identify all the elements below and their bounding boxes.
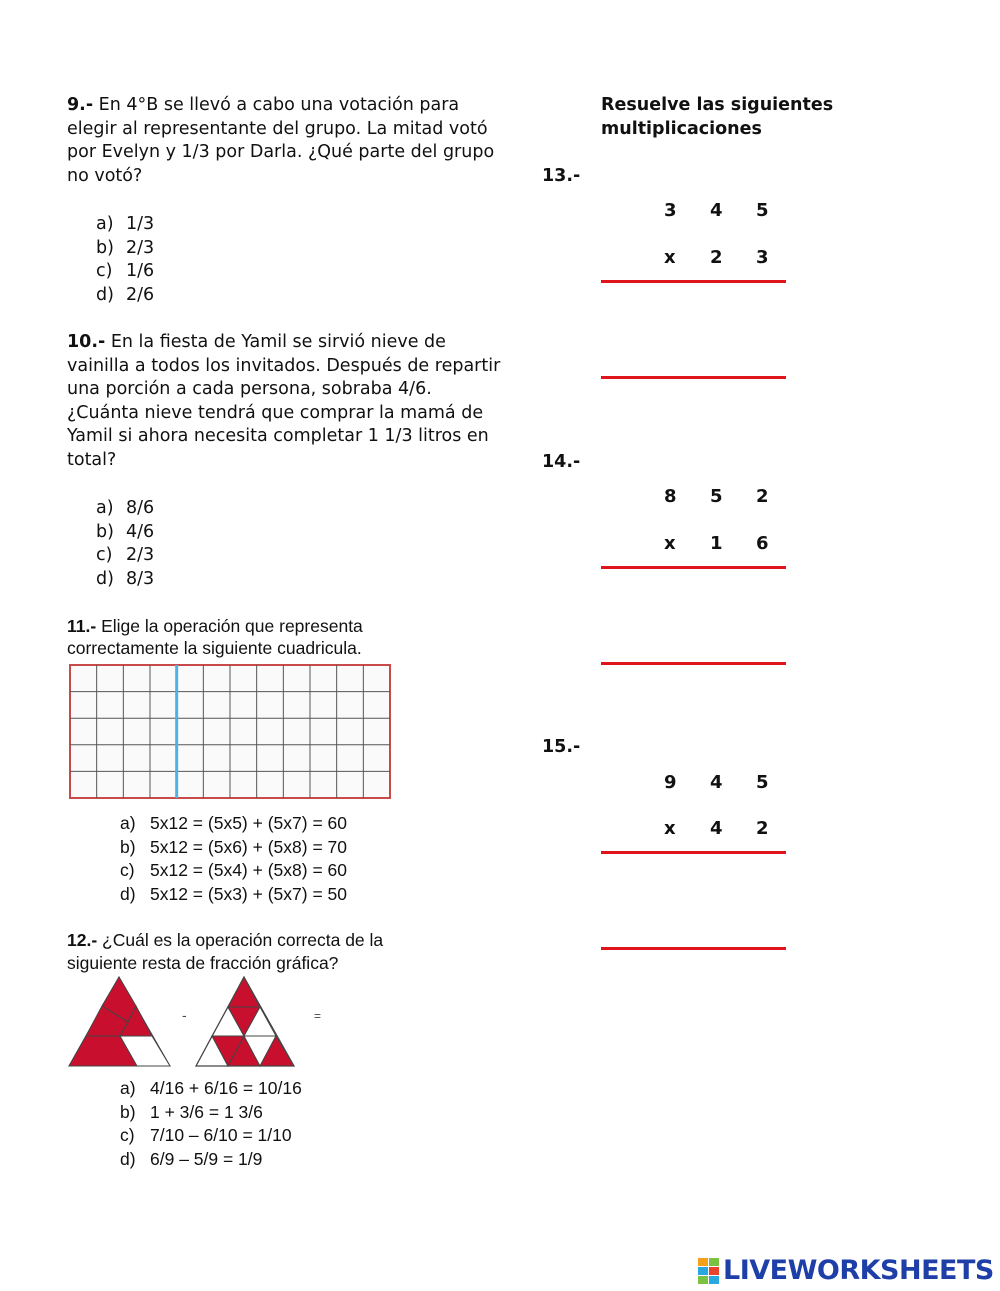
- problem-15-top-d1: 9: [664, 772, 677, 793]
- problem-15-bottom-d2: 2: [756, 818, 769, 839]
- problem-15-top-d3: 5: [756, 772, 769, 793]
- q10-option-c[interactable]: c) 2/3: [96, 545, 155, 565]
- problem-14-answer-line[interactable]: [601, 662, 786, 665]
- q12-option-d[interactable]: d) 6/9 – 5/9 = 1/9: [120, 1148, 263, 1169]
- multiplication-grid: [69, 664, 393, 802]
- q11-option-b[interactable]: b) 5x12 = (5x6) + (5x8) = 70: [120, 836, 347, 857]
- fraction-triangles: [66, 974, 336, 1070]
- problem-15-top-d2: 4: [710, 772, 723, 793]
- problem-14-bottom-d2: 6: [756, 533, 769, 554]
- question-9-statement: En 4°B se llevó a cabo una votación para elegir al representante del grupo. La mitad votó por Evelyn y 1/3 por Darla. ¿Qué parte del grupo no votó?: [67, 95, 495, 186]
- logo-text: LIVEWORKSHEETS: [723, 1255, 994, 1286]
- question-12-statement: ¿Cuál es la operación correcta de la siguiente resta de fracción gráfica?: [67, 930, 384, 973]
- problem-13-top-d3: 5: [756, 200, 769, 221]
- liveworksheets-logo: [697, 1255, 994, 1286]
- problem-14-top-d3: 2: [756, 486, 769, 507]
- problem-14-top-d1: 8: [664, 486, 677, 507]
- problem-15-number: 15.-: [542, 737, 581, 757]
- problem-14-times: x: [664, 533, 676, 554]
- q11-option-d[interactable]: d) 5x12 = (5x3) + (5x7) = 50: [120, 883, 347, 904]
- q10-option-b[interactable]: b) 4/6: [96, 521, 155, 542]
- q9-option-d[interactable]: d) 2/6: [96, 284, 155, 305]
- problem-13-times: x: [664, 247, 676, 268]
- problem-14-top-d2: 5: [710, 486, 723, 507]
- problem-14-number: 14.-: [542, 452, 581, 472]
- problem-13-top-d2: 4: [710, 200, 723, 221]
- question-10-statement: En la fiesta de Yamil se sirvió nieve de vainilla a todos los invitados. Después de repartir una porción a cada persona, sobraba 4/6. ¿Cuánta nieve tendrá que comprar la mamá de Yamil si ahora necesita completar 1 1/3 litros en total?: [67, 332, 501, 470]
- problem-15-times: x: [664, 818, 676, 839]
- q10-option-a[interactable]: a) 8/6: [96, 498, 155, 518]
- equals-sign: =: [314, 1009, 322, 1023]
- triangle-left: [69, 977, 170, 1066]
- question-10-options: [96, 497, 154, 591]
- q12-option-a[interactable]: a) 4/16 + 6/16 = 10/16: [120, 1078, 302, 1098]
- multiplication-heading: Resuelve las siguientes multiplicaciones: [601, 95, 834, 139]
- q9-option-b[interactable]: b) 2/3: [96, 237, 155, 258]
- problem-13-line-1: [601, 280, 786, 283]
- question-10-text: [67, 331, 502, 472]
- q12-option-c[interactable]: c) 7/10 – 6/10 = 1/10: [120, 1125, 292, 1145]
- logo-blocks-icon: [697, 1257, 721, 1285]
- problem-13-top-d1: 3: [664, 200, 677, 221]
- problem-15-line-1: [601, 851, 786, 854]
- question-9-number: 9.-: [67, 95, 94, 115]
- problem-15-answer-line[interactable]: [601, 947, 786, 950]
- question-12-number: 12.-: [67, 930, 98, 950]
- q11-option-a[interactable]: a) 5x12 = (5x5) + (5x7) = 60: [120, 813, 347, 833]
- question-9-text: [67, 94, 502, 188]
- question-12-options: [120, 1077, 302, 1171]
- q11-option-c[interactable]: c) 5x12 = (5x4) + (5x8) = 60: [120, 860, 347, 880]
- question-12-text: [67, 929, 447, 975]
- q9-option-c[interactable]: c) 1/6: [96, 261, 155, 281]
- q9-option-a[interactable]: a) 1/3: [96, 214, 155, 234]
- question-11-text: [67, 615, 427, 659]
- minus-sign: -: [182, 1007, 187, 1023]
- problem-14-bottom-d1: 1: [710, 533, 723, 554]
- question-11-number: 11.-: [67, 616, 97, 636]
- question-10-number: 10.-: [67, 332, 106, 352]
- q12-option-b[interactable]: b) 1 + 3/6 = 1 3/6: [120, 1101, 263, 1122]
- question-11-statement: Elige la operación que representa correctamente la siguiente cuadricula.: [67, 616, 363, 658]
- problem-13-answer-line[interactable]: [601, 376, 786, 379]
- problem-13-bottom-d1: 2: [710, 247, 723, 268]
- question-11-options: [120, 812, 347, 906]
- triangle-right: [196, 977, 294, 1066]
- problem-15-bottom-d1: 4: [710, 818, 723, 839]
- problem-13-bottom-d2: 3: [756, 247, 769, 268]
- q10-option-d[interactable]: d) 8/3: [96, 568, 155, 589]
- problem-13-number: 13.-: [542, 166, 581, 186]
- question-9-options: [96, 213, 154, 307]
- problem-14-line-1: [601, 566, 786, 569]
